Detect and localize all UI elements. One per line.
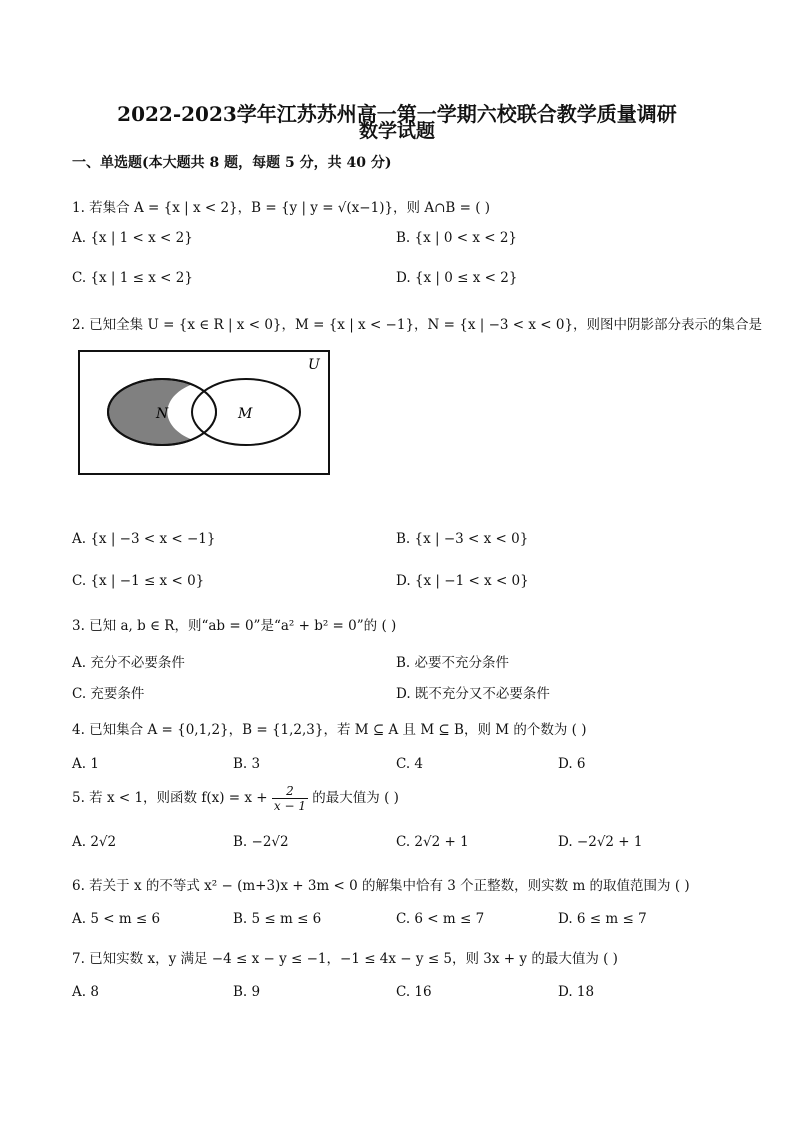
q6-option-a: A. 5 < m ≤ 6: [72, 911, 161, 927]
q2-option-b: B. {x | −3 < x < 0}: [396, 531, 529, 547]
q1-option-c: C. {x | 1 ≤ x < 2}: [72, 270, 193, 286]
question-4: 4. 已知集合 A = {0,1,2}，B = {1,2,3}，若 M ⊆ A 且 M ⊆ B，则 M 的个数为 ( ): [72, 722, 587, 738]
q5-option-c: C. 2√2 + 1: [396, 834, 469, 850]
q7-option-d: D. 18: [558, 984, 595, 1000]
question-6: 6. 若关于 x 的不等式 x² − (m+3)x + 3m < 0 的解集中恰有 3 个正整数，则实数 m 的取值范围为 ( ): [72, 878, 690, 894]
q5-fraction: [272, 784, 308, 813]
q4-option-d: D. 6: [558, 756, 586, 772]
q3-option-d: D. 既不充分又不必要条件: [396, 686, 550, 702]
q7-option-b: B. 9: [233, 984, 261, 1000]
question-7: 7. 已知实数 x，y 满足 −4 ≤ x − y ≤ −1，−1 ≤ 4x − y ≤ 5，则 3x + y 的最大值为 ( ): [72, 951, 618, 967]
q5-option-d: D. −2√2 + 1: [558, 834, 643, 850]
q2-option-d: D. {x | −1 < x < 0}: [396, 573, 529, 589]
q6-option-b: B. 5 ≤ m ≤ 6: [233, 911, 322, 927]
q5-prefix: 5. 若 x < 1，则函数 f(x) = x +: [72, 790, 268, 806]
question-1: 1. 若集合 A = {x | x < 2}，B = {y | y = √(x−1)}，则 A∩B = ( ): [72, 200, 491, 216]
question-3: 3. 已知 a, b ∈ R，则“ab = 0”是“a² + b² = 0”的 ( ): [72, 618, 397, 634]
q5-option-b: B. −2√2: [233, 834, 289, 850]
q6-option-d: D. 6 ≤ m ≤ 7: [558, 911, 647, 927]
q4-option-c: C. 4: [396, 756, 424, 772]
q3-option-c: C. 充要条件: [72, 686, 145, 702]
page-title: 2022-2023学年江苏苏州高一第一学期六校联合教学质量调研: [117, 102, 677, 126]
label-n: N: [156, 406, 169, 422]
q5-fraction-denominator: x − 1: [273, 799, 306, 813]
q2-option-a: A. {x | −3 < x < −1}: [72, 531, 216, 547]
q3-option-b: B. 必要不充分条件: [396, 655, 510, 671]
q7-option-a: A. 8: [72, 984, 99, 1000]
venn-diagram: [78, 350, 330, 476]
q4-option-b: B. 3: [233, 756, 261, 772]
q1-option-d: D. {x | 0 ≤ x < 2}: [396, 270, 518, 286]
q5-option-a: A. 2√2: [72, 834, 117, 850]
q2-option-c: C. {x | −1 ≤ x < 0}: [72, 573, 205, 589]
label-m: M: [238, 406, 253, 422]
section-heading: 一、单选题(本大题共 8 题，每题 5 分，共 40 分): [72, 155, 392, 171]
q1-option-a: A. {x | 1 < x < 2}: [72, 230, 193, 246]
q5-fraction-numerator: 2: [272, 784, 308, 799]
q4-option-a: A. 1: [72, 756, 99, 772]
q1-option-b: B. {x | 0 < x < 2}: [396, 230, 518, 246]
question-5: [72, 784, 399, 813]
q3-option-a: A. 充分不必要条件: [72, 655, 185, 671]
q6-option-c: C. 6 < m ≤ 7: [396, 911, 485, 927]
question-2: 2. 已知全集 U = {x ∈ R | x < 0}，M = {x | x < −1}，N = {x | −3 < x < 0}，则图中阴影部分表示的集合是: [72, 317, 763, 333]
q5-suffix: 的最大值为 ( ): [312, 790, 399, 806]
page-subtitle: 数学试题: [358, 120, 435, 142]
q7-option-c: C. 16: [396, 984, 432, 1000]
label-u: U: [308, 357, 320, 373]
